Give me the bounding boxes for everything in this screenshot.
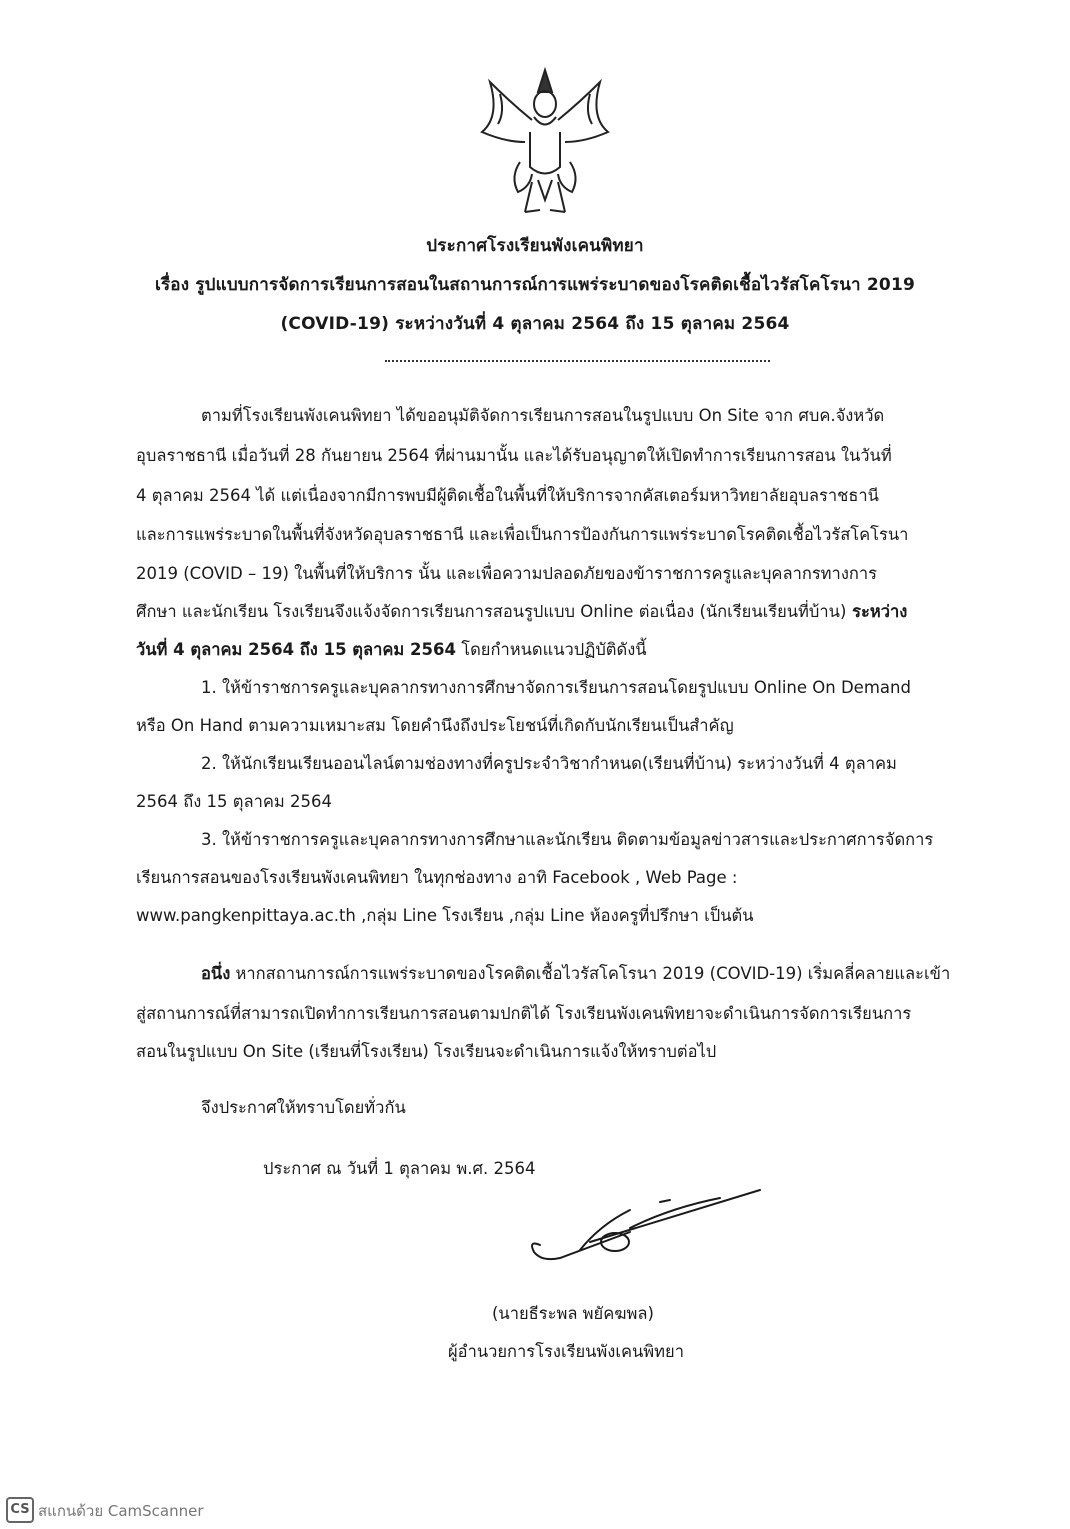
item-2-line-1: 2. ให้นักเรียนเรียนออนไลน์ตามช่องทางที่ครูประจำวิชากำหนด(เรียนที่บ้าน) ระหว่างวันที่ 4 ตุลาคม <box>201 754 897 773</box>
item-3-line-1: 3. ให้ข้าราชการครูและบุคลากรทางการศึกษาและนักเรียน ติดตามข้อมูลข่าวสารและประกาศการจัดการ <box>201 830 934 849</box>
camscanner-watermark: สแกนด้วย CamScanner <box>38 1502 204 1520</box>
subject-line-2: (COVID-19) ระหว่างวันที่ 4 ตุลาคม 2564 ถึง 15 ตุลาคม 2564 <box>280 314 790 334</box>
note-line-3: สอนในรูปแบบ On Site (เรียนที่โรงเรียน) โรงเรียนจะดำเนินการแจ้งให้ทราบต่อไป <box>136 1042 717 1061</box>
intro-line-6: ศึกษา และนักเรียน โรงเรียนจึงแจ้งจัดการเรียนการสอนรูปแบบ Online ต่อเนื่อง (นักเรียนเรียนที่บ้าน) ระหว่าง <box>136 602 908 621</box>
intro-line-7: วันที่ 4 ตุลาคม 2564 ถึง 15 ตุลาคม 2564 โดยกำหนดแนวปฏิบัติดังนี้ <box>136 640 647 659</box>
item-3-line-2: เรียนการสอนของโรงเรียนพังเคนพิทยา ในทุกช่องทาง อาทิ Facebook , Web Page : <box>136 868 738 887</box>
item-2-line-2: 2564 ถึง 15 ตุลาคม 2564 <box>136 792 333 811</box>
intro-line-2: อุบลราชธานี เมื่อวันที่ 28 กันยายน 2564 ที่ผ่านมานั้น และได้รับอนุญาตให้เปิดทำการเรียนการสอน ในวันที่ <box>136 446 892 465</box>
item-3-line-3: www.pangkenpittaya.ac.th ,กลุ่ม Line โรงเรียน ,กลุ่ม Line ห้องครูที่ปรึกษา เป็นต้น <box>136 906 754 925</box>
note-line-2: สู่สถานการณ์ที่สามารถเปิดทำการเรียนการสอนตามปกติได้ โรงเรียนพังเคนพิทยาจะดำเนินการจัดการเรียนการ <box>136 1004 912 1023</box>
intro-line-5: 2019 (COVID – 19) ในพื้นที่ให้บริการ นั้น และเพื่อความปลอดภัยของข้าราชการครูและบุคลากรทางการ <box>136 564 878 583</box>
note-line-1: อนึ่ง หากสถานการณ์การแพร่ระบาดของโรคติดเชื้อไวรัสโคโรนา 2019 (COVID-19) เริ่มคลี่คลายและเข้า <box>201 964 951 983</box>
camscanner-logo-icon: CS <box>6 1497 34 1523</box>
signatory-name: (นายธีระพล พยัคฆพล) <box>492 1304 654 1323</box>
document-title: ประกาศโรงเรียนพังเคนพิทยา <box>426 236 644 256</box>
item-1-line-1: 1. ให้ข้าราชการครูและบุคลากรทางการศึกษาจัดการเรียนการสอนโดยรูปแบบ Online On Demand <box>201 678 911 697</box>
subject-line-1: เรื่อง รูปแบบการจัดการเรียนการสอนในสถานการณ์การแพร่ระบาดของโรคติดเชื้อไวรัสโคโรนา 2019 <box>154 275 916 295</box>
intro-line-4: และการแพร่ระบาดในพื้นที่จังหวัดอุบลราชธานี และเพื่อเป็นการป้องกันการแพร่ระบาดโรคติดเชื้อไวรัสโคโรนา <box>136 525 909 544</box>
item-1-line-2: หรือ On Hand ตามความเหมาะสม โดยคำนึงถึงประโยชน์ที่เกิดกับนักเรียนเป็นสำคัญ <box>136 716 734 735</box>
divider-dotted <box>385 360 770 362</box>
intro-line-3: 4 ตุลาคม 2564 ได้ แต่เนื่องจากมีการพบมีผู้ติดเชื้อในพื้นที่ให้บริการจากคัสเตอร์มหาวิทยาลัยอุบลราชธานี <box>136 486 879 505</box>
intro-line-1: ตามที่โรงเรียนพังเคนพิทยา ได้ขออนุมัติจัดการเรียนการสอนในรูปแบบ On Site จาก ศบค.จังหวัด <box>201 406 885 425</box>
garuda-emblem-icon <box>470 62 620 222</box>
closing-line: จึงประกาศให้ทราบโดยทั่วกัน <box>201 1098 406 1117</box>
date-line: ประกาศ ณ วันที่ 1 ตุลาคม พ.ศ. 2564 <box>263 1159 536 1178</box>
signatory-position: ผู้อำนวยการโรงเรียนพังเคนพิทยา <box>448 1342 684 1361</box>
signature-icon <box>520 1170 780 1280</box>
